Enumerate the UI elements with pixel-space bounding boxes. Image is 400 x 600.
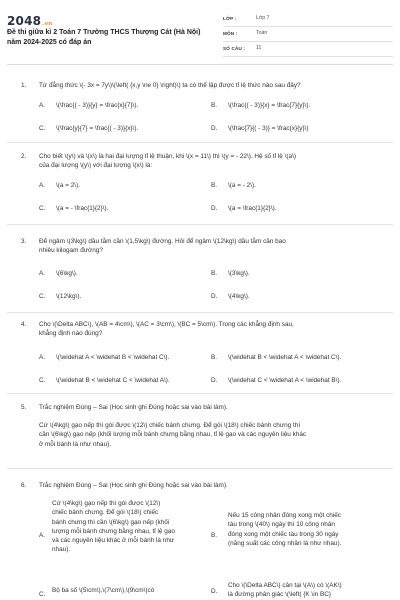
header-divider bbox=[7, 64, 393, 65]
question-text bbox=[39, 152, 379, 171]
question-text-line: Để ngâm \(3\kg\) dầu tằm cần \(1,5\kg\) đường. Hỏi để ngâm \(12\kg\) dầu tằm cần bao bbox=[39, 238, 286, 245]
option-text: \(4\kg\). bbox=[228, 293, 250, 300]
question-number: 3. bbox=[21, 238, 27, 245]
option-letter: B. bbox=[211, 354, 218, 361]
question-divider bbox=[7, 312, 393, 313]
option-b[interactable] bbox=[211, 511, 381, 571]
option-text: \(\frac{( - 3)}{y} = \frac{x}{7}\). bbox=[56, 102, 139, 109]
logo-suffix: .vn bbox=[42, 21, 53, 27]
info-row-question-count bbox=[223, 42, 393, 57]
info-value: Toán bbox=[256, 30, 268, 37]
option-letter: B. bbox=[211, 102, 218, 109]
logo-text: 2048 bbox=[7, 14, 42, 28]
page-header bbox=[0, 0, 400, 62]
option-letter: C. bbox=[39, 205, 46, 212]
option-letter: A. bbox=[39, 182, 46, 189]
option-text-line: Cứ \(4\kg\) gạo nếp thì gói được \(12\) bbox=[52, 500, 161, 507]
info-label: SỐ CÂU : bbox=[223, 45, 246, 51]
option-text-line: (năng suất các công nhân là như nhau). bbox=[228, 539, 342, 547]
option-letter: D. bbox=[211, 588, 218, 595]
option-letter: A. bbox=[39, 270, 46, 277]
question-text-line: của đại lượng \(y\) với đại lượng \(x\) là: bbox=[39, 162, 153, 170]
document-title bbox=[7, 28, 227, 48]
option-text: \(\frac{( - 3)}{x} = \frac{7}{y}\). bbox=[228, 102, 311, 109]
option-text: \(a = - 2\). bbox=[228, 182, 256, 189]
option-text-line: là đường phân giác \(\left( {K \in BC} bbox=[228, 591, 331, 599]
option-text: \(\widehat B < \widehat A < \widehat C\). bbox=[228, 354, 342, 361]
question-number: 1. bbox=[21, 82, 27, 89]
question-text-line: Cho biết \(y\) và \(x\) là hai đại lượng tỉ lệ thuận, khi \(x = 11\) thì \(y = - 22\). Hệ số tỉ lệ \(a\) bbox=[39, 153, 296, 160]
question-text: Trắc nghiệm Đúng – Sai (Học sinh ghi Đúng hoặc sai vào bài làm). bbox=[39, 482, 228, 489]
option-text-line: bánh chưng thì cần \(6\kg\) gạo nếp (khối bbox=[52, 518, 170, 526]
option-letter: A. bbox=[39, 354, 46, 361]
option-text bbox=[228, 581, 378, 600]
option-letter: A. bbox=[39, 532, 46, 539]
exam-info-table bbox=[223, 12, 393, 57]
option-letter: C. bbox=[39, 591, 46, 598]
option-text: \(\widehat C < \widehat A < \widehat B\). bbox=[228, 377, 342, 384]
option-text-line: Nếu 15 công nhân đóng xong một chiếc bbox=[228, 512, 341, 519]
option-text: \(a = - \frac{1}{2}\). bbox=[56, 205, 109, 212]
option-text: \(a = \frac{1}{2}\). bbox=[228, 205, 277, 212]
option-text: \(3\kg\). bbox=[228, 270, 250, 277]
option-text: \(6\kg\). bbox=[56, 270, 78, 277]
info-row-class bbox=[223, 12, 393, 27]
option-a[interactable] bbox=[39, 499, 204, 579]
info-row-subject bbox=[223, 27, 393, 42]
statement-line: cần \(6\kg\) gạo nếp (khối lượng mỗi bánh chưng bằng nhau, tỉ lệ gạo và các nguyên liệu khác bbox=[39, 431, 307, 439]
option-c[interactable] bbox=[39, 586, 204, 600]
option-text: \(\frac{7}{( - 3)} = \frac{x}{y}\) bbox=[228, 125, 309, 132]
info-value: 11 bbox=[256, 45, 262, 52]
option-text: \(\widehat B < \widehat C < \widehat A\). bbox=[56, 377, 170, 384]
option-text bbox=[52, 499, 192, 555]
question-number: 4. bbox=[21, 321, 27, 328]
info-label: MÔN : bbox=[223, 30, 238, 36]
option-letter: D. bbox=[211, 377, 218, 384]
statement-line: Cứ \(4\kg\) gạo nếp thì gói được \(12\) chiếc bánh chưng. Để gói \(18\) chiếc bánh chưng thì bbox=[39, 422, 301, 429]
option-text bbox=[52, 586, 192, 595]
option-text: \(12\kg\). bbox=[56, 293, 82, 300]
true-false-statement bbox=[39, 421, 384, 449]
option-letter: D. bbox=[211, 125, 218, 132]
option-text-line: chiếc bánh chưng. Để gói \(18\) chiếc bbox=[52, 509, 159, 517]
question-text: Từ đẳng thức \(- 3x = 7y\)\(\left( {x,y \ne 0} \right)\) ta có thể lập được tỉ lệ thức nào sau đây? bbox=[39, 82, 301, 89]
title-line-2: năm 2024-2025 có đáp án bbox=[7, 39, 92, 47]
option-text: \(a = 2\). bbox=[56, 182, 80, 189]
info-label: LỚP : bbox=[223, 15, 237, 21]
option-text-line: Cho \(\Delta ABC\) cân tại \(A\) có \(AK\) bbox=[228, 582, 342, 589]
question-text: Trắc nghiệm Đúng – Sai (Học sinh ghi Đúng hoặc sai vào bài làm). bbox=[39, 404, 228, 411]
question-text-line: nhiêu kilogam đường? bbox=[39, 247, 103, 255]
option-letter: A. bbox=[39, 102, 46, 109]
option-letter: C. bbox=[39, 377, 46, 384]
option-letter: C. bbox=[39, 125, 46, 132]
option-letter: D. bbox=[211, 205, 218, 212]
question-number: 6. bbox=[21, 482, 27, 489]
question-text bbox=[39, 237, 379, 256]
option-text-line: nhau). bbox=[52, 546, 71, 554]
option-letter: D. bbox=[211, 293, 218, 300]
option-text: \(\frac{y}{7} = \frac{( - 3)}{x}\). bbox=[56, 125, 139, 132]
option-text-line: và các nguyên liệu khác ở mỗi bánh là như bbox=[52, 537, 175, 545]
statement-line: ở mỗi bánh là như nhau). bbox=[39, 440, 112, 448]
question-text-line: Cho \(\Delta ABC\), \(AB = 4\cm\), \(AC = 3\cm\), \(BC = 5\cm\). Trong các khẳng định sau, bbox=[39, 321, 294, 328]
option-text: \(\widehat A < \widehat B < \widehat C\). bbox=[56, 354, 170, 361]
option-text-line: lượng mỗi bánh chưng bằng nhau, tỉ lệ gạo bbox=[52, 527, 175, 535]
option-text-line: Bộ ba số \(5\cm\),\(7\cm\),\(9\cm\)có bbox=[52, 587, 155, 594]
option-text bbox=[228, 511, 378, 548]
question-divider bbox=[7, 142, 393, 143]
question-number: 2. bbox=[21, 153, 27, 160]
option-text-line: tàu trong \(40\) ngày thì 10 công nhân bbox=[228, 521, 335, 529]
question-divider bbox=[7, 224, 393, 225]
option-letter: B. bbox=[211, 270, 218, 277]
option-d[interactable] bbox=[211, 581, 381, 600]
question-divider bbox=[7, 393, 393, 394]
title-line-1: Đề thi giữa kì 2 Toán 7 Trường THCS Thượng Cát (Hà Nội) bbox=[7, 29, 201, 36]
question-text-line: khẳng định nào đúng? bbox=[39, 330, 103, 338]
option-text-line: đóng xong một chiếc tàu trong 30 ngày bbox=[228, 530, 339, 538]
question-number: 5. bbox=[21, 404, 27, 411]
question-text bbox=[39, 320, 379, 339]
question-divider bbox=[7, 468, 393, 469]
info-value: Lớp 7 bbox=[256, 15, 270, 22]
option-letter: C. bbox=[39, 293, 46, 300]
option-letter: B. bbox=[211, 532, 218, 539]
option-letter: B. bbox=[211, 182, 218, 189]
